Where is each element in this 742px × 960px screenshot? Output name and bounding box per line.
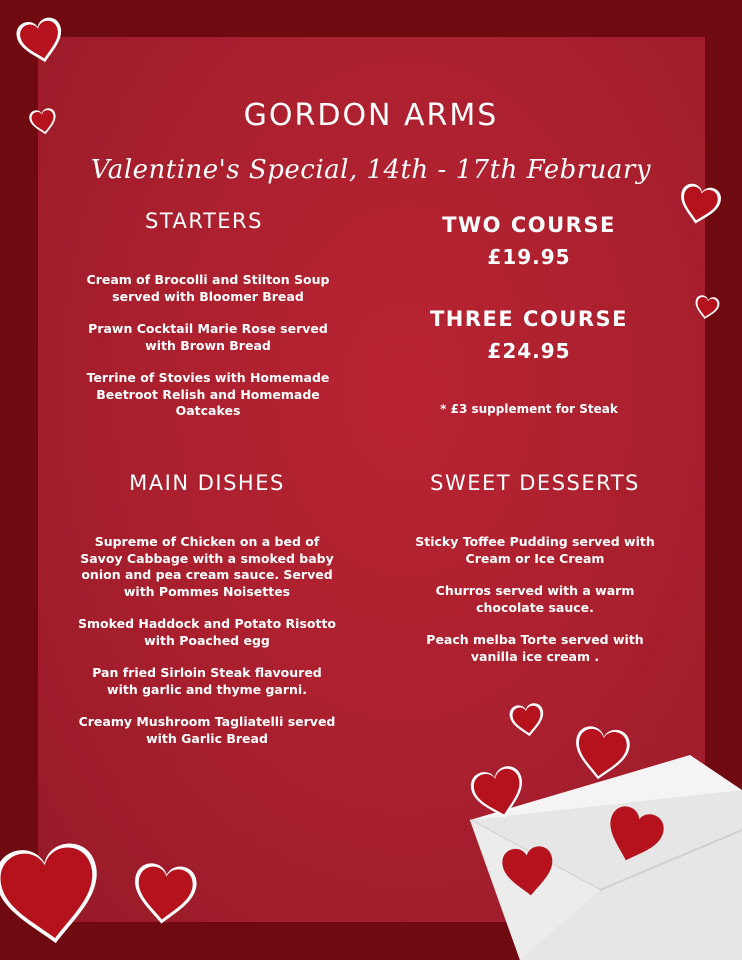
restaurant-title: GORDON ARMS — [243, 98, 499, 133]
heart-icon — [14, 15, 67, 66]
two-course-label: TWO COURSE — [442, 213, 616, 237]
steak-supplement-note: * £3 supplement for Steak — [440, 402, 618, 416]
list-item: Creamy Mushroom Tagliatelli served with Garlic Bread — [78, 714, 336, 746]
list-item: Sticky Toffee Pudding served with Cream or Ice Cream — [415, 534, 655, 566]
starters-heading: STARTERS — [145, 209, 263, 233]
list-item: Prawn Cocktail Marie Rose served with Brown Bread — [88, 321, 328, 353]
heart-icon — [0, 840, 106, 950]
desserts-list — [405, 534, 665, 681]
sweet-desserts-heading: SWEET DESSERTS — [430, 471, 640, 495]
heart-icon — [131, 862, 198, 927]
list-item: Pan fried Sirloin Steak flavoured with garlic and thyme garni. — [92, 665, 322, 697]
main-dishes-list — [78, 534, 336, 763]
main-dishes-heading: MAIN DISHES — [129, 471, 285, 495]
list-item: Smoked Haddock and Potato Risotto with Poached egg — [78, 616, 337, 648]
list-item: Churros served with a warm chocolate sauce. — [435, 583, 635, 615]
two-course-price: £19.95 — [487, 245, 571, 269]
list-item: Terrine of Stovies with Homemade Beetroot Relish and Homemade Oatcakes — [86, 370, 330, 418]
three-course-price: £24.95 — [487, 339, 571, 363]
list-item: Supreme of Chicken on a bed of Savoy Cabbage with a smoked baby onion and pea cream sauce. Served with Pommes Noisettes — [80, 534, 334, 599]
list-item: Cream of Brocolli and Stilton Soup served with Bloomer Bread — [86, 272, 330, 304]
starters-list — [78, 272, 338, 436]
three-course-label: THREE COURSE — [429, 307, 629, 331]
heart-icon — [676, 182, 723, 228]
heart-icon — [508, 702, 546, 739]
heart-icon — [693, 294, 721, 321]
heart-icon — [571, 725, 631, 783]
list-item: Peach melba Torte served with vanilla ice cream . — [426, 632, 644, 664]
valentines-subtitle: Valentine's Special, 14th - 17th February — [90, 155, 652, 185]
